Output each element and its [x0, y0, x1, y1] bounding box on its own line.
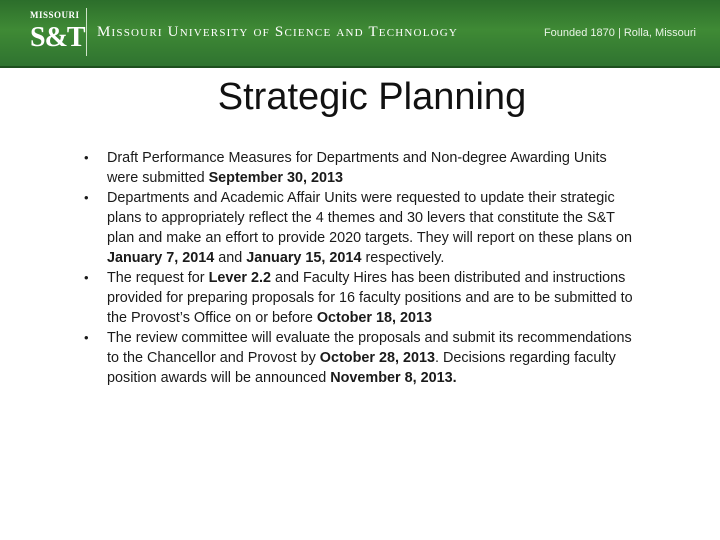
founded-tagline: Founded 1870 | Rolla, Missouri — [543, 27, 696, 39]
logo-top-text: MISSOURI — [30, 10, 80, 20]
bullet-text: The review committee will evaluate the proposals and submit its recommendations to the Chancellor and Provost by — [107, 330, 632, 366]
bullet-text: Draft Performance Measures for Departments and Non-degree Awarding Units were submitted — [107, 150, 607, 186]
bullet-marker: • — [84, 190, 89, 205]
bullet-text: Departments and Academic Affair Units were requested to update their strategic plans to appropriately reflect the 4 themes and 30 levers that constitute the S&T plan and make an effort to provide 2020 targets. They will report on these plans on — [107, 190, 633, 246]
bullet-text: and Faculty Hires has been distributed and instructions provided for preparing proposals for 16 faculty positions and are to be submitted to the Provost’s Office on or before — [107, 270, 633, 326]
bullet-item — [80, 188, 640, 268]
bullet-emphasis: October 18, 2013 — [316, 310, 433, 326]
bullet-emphasis: September 30, 2013 — [208, 170, 343, 186]
bullet-text: respectively. — [361, 250, 445, 266]
university-logo — [28, 10, 84, 60]
bullet-marker: • — [84, 270, 89, 285]
bullet-emphasis: January 7, 2014 — [107, 250, 215, 266]
bullet-emphasis: November 8, 2013. — [330, 370, 457, 386]
bullet-item — [80, 268, 640, 328]
university-name: Missouri University of Science and Technology — [97, 24, 459, 40]
bullet-emphasis: October 28, 2013 — [319, 350, 435, 366]
bullet-text: and — [214, 250, 247, 266]
bullet-item — [80, 328, 640, 388]
header-banner — [0, 0, 720, 68]
bullet-marker: • — [84, 330, 89, 345]
header-divider — [86, 8, 87, 56]
bullet-text: The request for — [107, 270, 209, 286]
slide-title: Strategic Planning — [217, 76, 527, 118]
bullet-emphasis: Lever 2.2 — [208, 270, 271, 286]
logo-mark-text: S&T — [30, 22, 85, 53]
bullet-item — [80, 148, 640, 188]
bullet-text: . Decisions regarding faculty position awards will be announced — [107, 350, 616, 386]
bullet-list — [80, 148, 640, 388]
bullet-emphasis: January 15, 2014 — [246, 250, 362, 266]
bullet-marker: • — [84, 150, 89, 165]
